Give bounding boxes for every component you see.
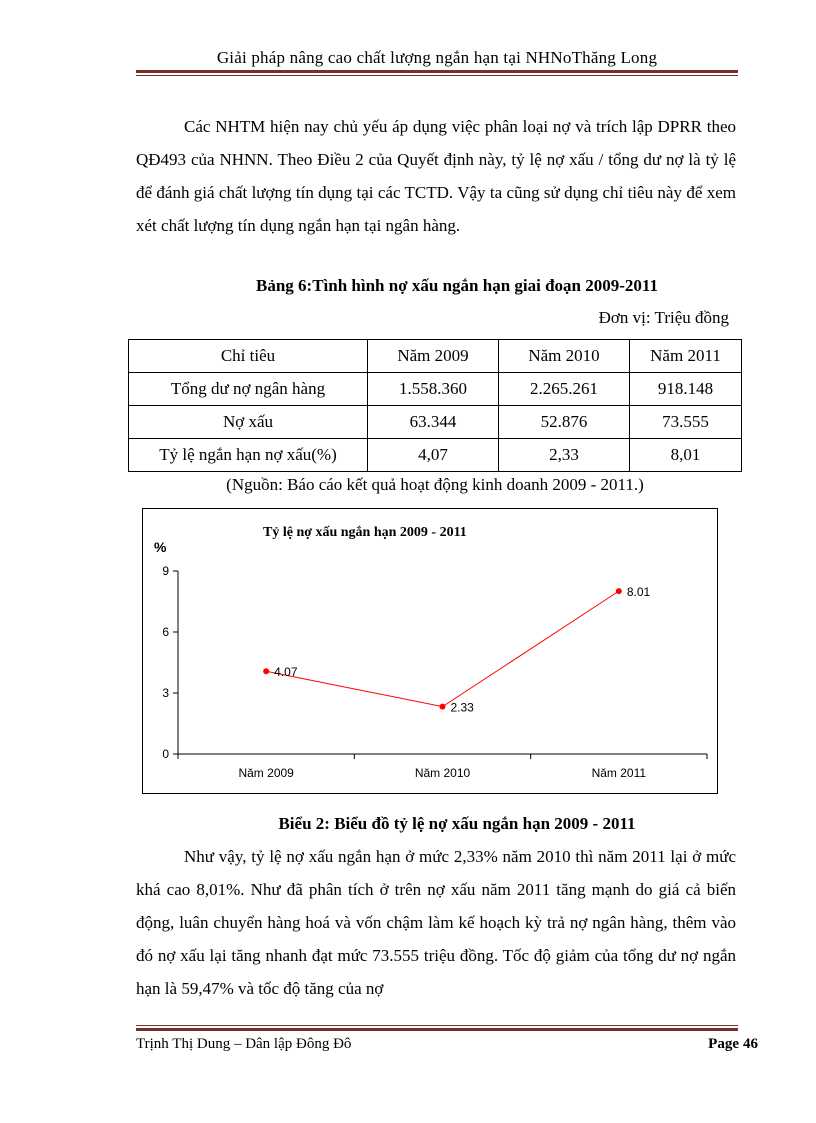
table-cell: 73.555	[630, 406, 742, 439]
table-cell: 918.148	[630, 373, 742, 406]
footer-rule-thin	[136, 1025, 738, 1026]
table-header-cell: Năm 2011	[630, 340, 742, 373]
table-cell: 63.344	[368, 406, 499, 439]
chart-ylabel: %	[154, 539, 167, 555]
table-cell: Tỷ lệ ngắn hạn nợ xấu(%)	[129, 439, 368, 472]
table-cell: Nợ xấu	[129, 406, 368, 439]
table-row	[129, 439, 742, 472]
paragraph-analysis: Như vậy, tỷ lệ nợ xấu ngắn hạn ở mức 2,33% năm 2010 thì năm 2011 lại ở mức khá cao 8,01%. Như đã phân tích ở trên nợ xấu năm 2011 tăng mạnh do giá cả biến động, luân chuyển hàng hoá và vốn chậm làm kế hoạch kỳ trả nợ ngân hàng, thêm vào đó nợ xấu lại tăng nhanh đạt mức 73.555 triệu đồng. Tốc độ giảm của tổng dư nợ ngắn hạn là 59,47% và tốc độ tăng của nợ	[136, 847, 736, 998]
chart-data-point	[616, 588, 622, 594]
table-cell: 52.876	[499, 406, 630, 439]
chart-x-tick-label: Năm 2009	[238, 766, 294, 780]
chart-y-tick-label: 9	[162, 564, 169, 578]
table-row	[129, 373, 742, 406]
footer-page	[704, 1036, 758, 1053]
table-cell: 4,07	[368, 439, 499, 472]
chart-title: Tỷ lệ nợ xấu ngắn hạn 2009 - 2011	[263, 525, 467, 540]
bad-debt-table	[128, 339, 742, 472]
chart-y-tick-label: 6	[162, 625, 169, 639]
table-cell: 8,01	[630, 439, 742, 472]
header-rule-thin	[136, 75, 738, 76]
chart-series-line	[266, 591, 619, 706]
chart-data-point	[263, 668, 269, 674]
chart-data-label: 2.33	[450, 700, 474, 715]
page-header-title: Giải pháp nâng cao chất lượng ngắn hạn tại NHNoThăng Long	[216, 48, 658, 67]
chart-y-tick-label: 3	[162, 686, 169, 700]
chart-x-tick-label: Năm 2011	[591, 766, 647, 780]
header-rule	[136, 70, 738, 73]
chart-caption: Biểu 2: Biểu đồ tỷ lệ nợ xấu ngắn hạn 2009 - 2011	[278, 814, 636, 833]
table-cell: 2,33	[499, 439, 630, 472]
table-header-cell: Năm 2009	[368, 340, 499, 373]
footer-page-label: Page	[708, 1036, 739, 1052]
table-cell: 1.558.360	[368, 373, 499, 406]
chart-x-tick-label: Năm 2010	[414, 766, 471, 780]
chart-data-point	[440, 704, 446, 710]
bad-debt-chart	[142, 508, 718, 794]
chart-data-label: 4.07	[274, 665, 298, 680]
chart-y-tick-label: 0	[162, 747, 169, 761]
table-source: (Nguồn: Báo cáo kết quả hoạt động kinh doanh 2009 - 2011.)	[226, 475, 644, 494]
chart-svg	[143, 509, 719, 795]
table-header-cell: Chỉ tiêu	[129, 340, 368, 373]
table-header-cell: Năm 2010	[499, 340, 630, 373]
table-header-row	[129, 340, 742, 373]
table-cell: Tổng dư nợ ngân hàng	[129, 373, 368, 406]
chart-data-label: 8.01	[626, 585, 651, 600]
table-cell: 2.265.261	[499, 373, 630, 406]
table-row	[129, 406, 742, 439]
table-unit: Đơn vị: Triệu đồng	[598, 308, 729, 327]
footer-author: Trịnh Thị Dung – Dân lập Đông Đô	[136, 1036, 352, 1052]
paragraph-intro: Các NHTM hiện nay chủ yếu áp dụng việc phân loại nợ và trích lập DPRR theo QĐ493 của NHNN. Theo Điều 2 của Quyết định này, tỷ lệ nợ xấu / tổng dư nợ là tỷ lệ để đánh giá chất lượng tín dụng tại các TCTD. Vậy ta cũng sử dụng chỉ tiêu này để xem xét chất lượng tín dụng ngắn hạn tại ngân hàng.	[136, 117, 736, 235]
table-title: Bảng 6:Tình hình nợ xấu ngắn hạn giai đoạn 2009-2011	[256, 276, 658, 295]
footer-page-number: 46	[743, 1036, 758, 1052]
footer-rule	[136, 1028, 738, 1031]
